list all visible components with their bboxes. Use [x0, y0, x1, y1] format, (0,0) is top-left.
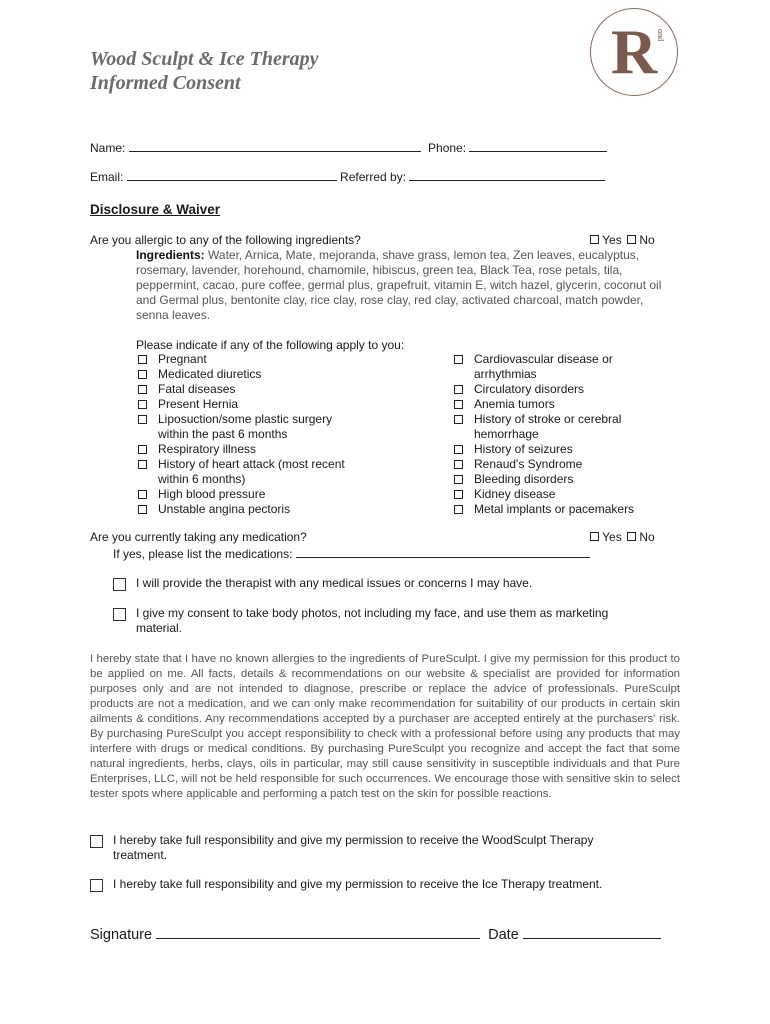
medication-list-row — [113, 546, 590, 561]
date-label: Date — [488, 927, 519, 943]
medical-issues-text: I will provide the therapist with any medical issues or concerns I may have. — [136, 576, 533, 590]
condition-checkbox[interactable] — [454, 505, 463, 514]
referred-label: Referred by: — [340, 170, 407, 184]
condition-label: Liposuction/some plastic surgery within the past 6 months — [158, 412, 333, 441]
condition-item — [136, 352, 376, 367]
medication-yes-no — [590, 530, 655, 545]
condition-label: Fatal diseases — [158, 382, 236, 396]
condition-checkbox[interactable] — [138, 385, 147, 394]
condition-label: Unstable angina pectoris — [158, 502, 291, 516]
referred-field[interactable] — [409, 169, 605, 181]
condition-checkbox[interactable] — [138, 505, 147, 514]
name-field[interactable] — [129, 140, 421, 152]
condition-label: High blood pressure — [158, 487, 266, 501]
phone-field[interactable] — [469, 140, 607, 152]
medication-yes-checkbox[interactable] — [590, 532, 599, 541]
condition-item — [452, 487, 652, 502]
condition-checkbox[interactable] — [138, 490, 147, 499]
woodsculpt-checkbox[interactable] — [90, 835, 103, 848]
name-row — [90, 140, 607, 155]
condition-item — [136, 382, 376, 397]
condition-label: Metal implants or pacemakers — [474, 502, 635, 516]
allergy-no-label: No — [639, 233, 655, 247]
ingredients-label: Ingredients: — [136, 248, 205, 262]
woodsculpt-text: I hereby take full responsibility and give my permission to receive the WoodSculpt Therapy treatment. — [113, 833, 594, 862]
condition-item — [136, 412, 358, 442]
condition-item — [136, 457, 368, 487]
photos-consent-checkbox[interactable] — [113, 608, 126, 621]
condition-label: Anemia tumors — [474, 397, 555, 411]
condition-item — [452, 352, 634, 382]
ice-therapy-text: I hereby take full responsibility and give my permission to receive the Ice Therapy treatment. — [113, 877, 603, 891]
condition-checkbox[interactable] — [138, 460, 147, 469]
email-field[interactable] — [127, 169, 337, 181]
phone-label: Phone: — [428, 141, 467, 155]
name-label: Name: — [90, 141, 126, 155]
condition-item — [452, 382, 652, 397]
document-title — [90, 47, 319, 95]
condition-label: Bleeding disorders — [474, 472, 574, 486]
photos-consent-text: I give my consent to take body photos, not including my face, and use them as marketing material. — [136, 606, 609, 635]
condition-item — [136, 397, 376, 412]
title-line-2: Informed Consent — [90, 72, 241, 94]
condition-item — [452, 412, 644, 442]
email-label: Email: — [90, 170, 124, 184]
condition-checkbox[interactable] — [454, 400, 463, 409]
allergy-yes-checkbox[interactable] — [590, 235, 599, 244]
medical-issues-checkbox[interactable] — [113, 578, 126, 591]
condition-checkbox[interactable] — [454, 475, 463, 484]
conditions-left-list — [136, 352, 376, 517]
condition-label: Kidney disease — [474, 487, 556, 501]
ingredients-block — [136, 248, 676, 323]
medication-list-label: If yes, please list the medications: — [113, 547, 293, 561]
condition-item — [452, 397, 652, 412]
condition-label: Present Hernia — [158, 397, 239, 411]
logo-side-text: ɑnd — [656, 29, 665, 42]
date-field[interactable] — [523, 925, 661, 939]
condition-label: History of stroke or cerebral hemorrhage — [474, 412, 622, 441]
conditions-intro: Please indicate if any of the following apply to you: — [136, 338, 405, 352]
ice-therapy-checkbox[interactable] — [90, 879, 103, 892]
signature-label: Signature — [90, 927, 153, 943]
medication-list-field[interactable] — [296, 546, 590, 558]
disclosure-heading: Disclosure & Waiver — [90, 202, 221, 217]
condition-item — [136, 487, 376, 502]
condition-label: History of heart attack (most recent within 6 months) — [158, 457, 345, 486]
condition-checkbox[interactable] — [454, 490, 463, 499]
condition-checkbox[interactable] — [454, 460, 463, 469]
condition-checkbox[interactable] — [454, 415, 463, 424]
condition-label: History of seizures — [474, 442, 573, 456]
allergy-question: Are you allergic to any of the following ingredients? — [90, 233, 361, 247]
signature-row — [90, 925, 661, 944]
condition-checkbox[interactable] — [454, 355, 463, 364]
condition-checkbox[interactable] — [138, 370, 147, 379]
allergy-yes-label: Yes — [602, 233, 622, 247]
conditions-right-list — [452, 352, 652, 517]
condition-item — [452, 457, 652, 472]
condition-label: Pregnant — [158, 352, 207, 366]
allergy-no-checkbox[interactable] — [627, 235, 636, 244]
signature-field[interactable] — [156, 925, 480, 939]
condition-item — [452, 472, 652, 487]
condition-item — [136, 367, 376, 382]
condition-label: Circulatory disorders — [474, 382, 585, 396]
medication-no-label: No — [639, 530, 655, 544]
condition-checkbox[interactable] — [138, 415, 147, 424]
condition-label: Respiratory illness — [158, 442, 257, 456]
condition-checkbox[interactable] — [454, 385, 463, 394]
condition-item — [136, 502, 376, 517]
ingredients-text: Water, Arnica, Mate, mejoranda, shave grass, lemon tea, Zen leaves, eucalyptus, rosemary, lavender, horehound, chamomile, hibiscus, green tea, Black Tea, rose petals, tila, peppermint, cacao, pure coffee, germal plus, grapefruit, vitamin E, witch hazel, glycerin, coconut oil and Germal plus, bentonite clay, rice clay, rose clay, red clay, activated charcoal, match powder, senna leaves. — [136, 248, 662, 322]
statement-paragraph: I hereby state that I have no known allergies to the ingredients of PureSculpt. I give my permission for this product to be applied on me. All facts, details & recommendations on our website & specialist are provided for information purposes only and are not intended to diagnose, prescribe or replace the advice of professionals. PureSculpt products are not a medication, and we can only make recommendation for suitability of our products in certain skin ailments & conditions. Any recommendations accepted by a purchaser are accepted entirely at the purchasers' risk. By purchasing PureSculpt you accept responsibility to check with a professional before using any products that may interfere with drugs or medical conditions. By purchasing PureSculpt you recognize and accept the fact that some natural ingredients, herbs, clays, oils in particular, may still cause sensitivity in susceptible individuals and that Pure Enterprises, LLC, will not be held responsible for such occurrences. We encourage those with sensitive skin to select tester spots where applicable and performing a patch test on the skin for possible reactions. — [90, 653, 680, 800]
medication-question: Are you currently taking any medication? — [90, 530, 307, 544]
allergy-yes-no — [590, 233, 655, 248]
email-row — [90, 169, 605, 184]
condition-checkbox[interactable] — [138, 355, 147, 364]
condition-label: Medicated diuretics — [158, 367, 262, 381]
condition-checkbox[interactable] — [138, 400, 147, 409]
condition-label: Cardiovascular disease or arrhythmias — [474, 352, 613, 381]
brand-logo — [590, 8, 678, 96]
condition-item — [452, 442, 652, 457]
condition-checkbox[interactable] — [138, 445, 147, 454]
condition-item — [452, 502, 674, 517]
condition-label: Renaud's Syndrome — [474, 457, 583, 471]
condition-checkbox[interactable] — [454, 445, 463, 454]
title-line-1: Wood Sculpt & Ice Therapy — [90, 48, 319, 70]
medication-yes-label: Yes — [602, 530, 622, 544]
logo-letter: R — [610, 16, 658, 87]
condition-item — [136, 442, 376, 457]
medication-no-checkbox[interactable] — [627, 532, 636, 541]
